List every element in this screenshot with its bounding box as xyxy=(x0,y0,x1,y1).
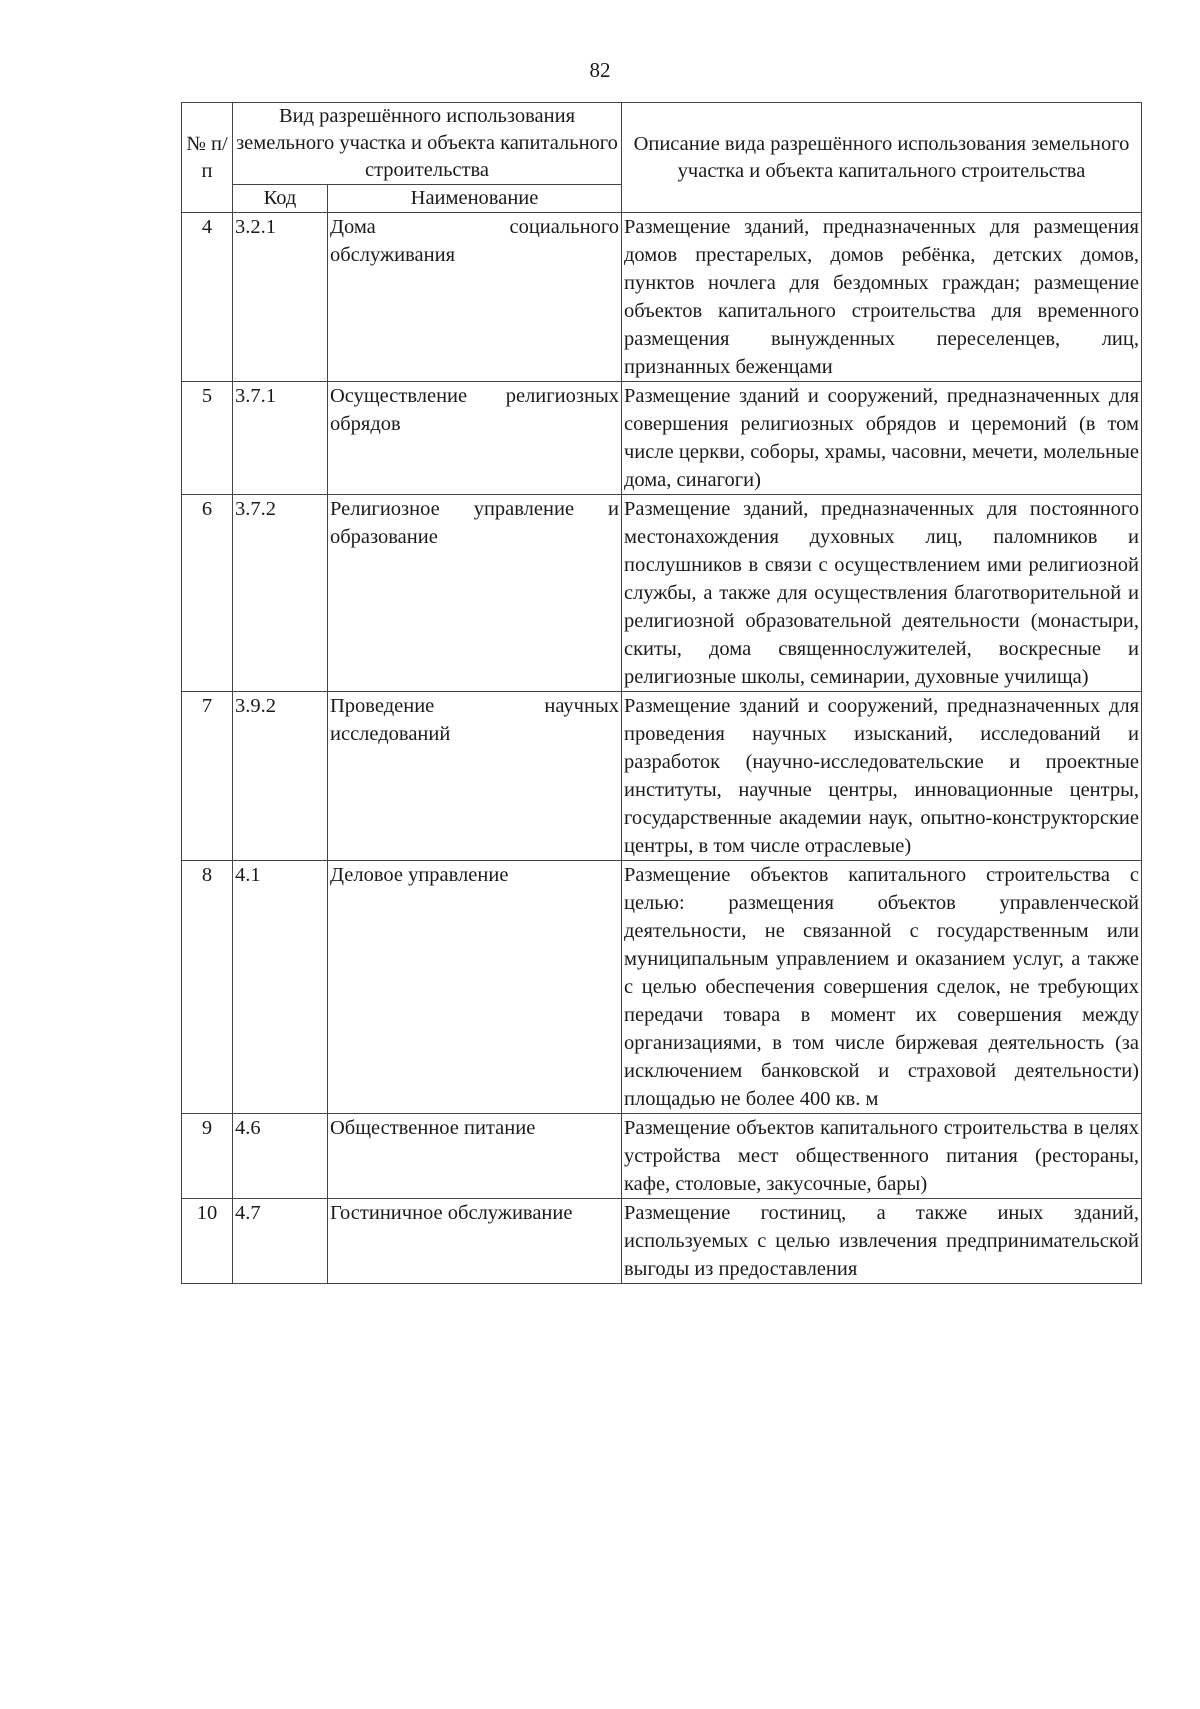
row-code: 4.1 xyxy=(233,861,328,1114)
row-number: 9 xyxy=(182,1114,233,1199)
row-name: Дома социального обслуживания xyxy=(328,213,622,382)
row-description: Размещение зданий и сооружений, предназначенных для проведения научных изысканий, исследований и разработок (научно-исследовательские и проектные институты, научные центры, инновационные центры, государственные академии наук, опытно-конструкторские центры, в том числе отраслевые) xyxy=(622,692,1142,861)
row-name: Осуществление религиозных обрядов xyxy=(328,382,622,495)
table-row xyxy=(182,213,1142,382)
header-name: Наименование xyxy=(328,185,622,213)
row-number: 6 xyxy=(182,495,233,692)
row-number: 8 xyxy=(182,861,233,1114)
table-row xyxy=(182,692,1142,861)
row-name: Общественное питание xyxy=(328,1114,622,1199)
row-name: Деловое управление xyxy=(328,861,622,1114)
row-name: Гостиничное обслуживание xyxy=(328,1199,622,1284)
row-code: 3.2.1 xyxy=(233,213,328,382)
row-description: Размещение зданий и сооружений, предназначенных для совершения религиозных обрядов и церемоний (в том числе церкви, соборы, храмы, часовни, мечети, молельные дома, синагоги) xyxy=(622,382,1142,495)
row-description: Размещение гостиниц, а также иных зданий, используемых с целью извлечения предпринимательской выгоды из предоставления xyxy=(622,1199,1142,1284)
table-row xyxy=(182,861,1142,1114)
row-code: 3.7.2 xyxy=(233,495,328,692)
table-row xyxy=(182,382,1142,495)
table-row xyxy=(182,1199,1142,1284)
row-number: 10 xyxy=(182,1199,233,1284)
row-code: 4.7 xyxy=(233,1199,328,1284)
row-description: Размещение объектов капитального строительства в целях устройства мест общественного питания (рестораны, кафе, столовые, закусочные, бары) xyxy=(622,1114,1142,1199)
row-description: Размещение объектов капитального строительства с целью: размещения объектов управленческой деятельности, не связанной с государственным или муниципальным управлением и оказанием услуг, а также с целью обеспечения совершения сделок, не требующих передачи товара в момент их совершения между организациями, в том числе биржевая деятельность (за исключением банковской и страховой деятельности) площадью не более 400 кв. м xyxy=(622,861,1142,1114)
header-type-group: Вид разрешённого использования земельного участка и объекта капитального строительства xyxy=(233,103,622,185)
row-number: 4 xyxy=(182,213,233,382)
row-description: Размещение зданий, предназначенных для постоянного местонахождения духовных лиц, паломников и послушников в связи с осуществлением ими религиозной службы, а также для осуществления благотворительной и религиозной образовательной деятельности (монастыри, скиты, дома священнослужителей, воскресные и религиозные школы, семинарии, духовные училища) xyxy=(622,495,1142,692)
header-code: Код xyxy=(233,185,328,213)
table-row xyxy=(182,1114,1142,1199)
row-code: 3.9.2 xyxy=(233,692,328,861)
row-number: 7 xyxy=(182,692,233,861)
header-num: № п/п xyxy=(182,103,233,213)
page-number: 82 xyxy=(589,58,611,82)
table-row xyxy=(182,495,1142,692)
row-code: 4.6 xyxy=(233,1114,328,1199)
row-code: 3.7.1 xyxy=(233,382,328,495)
header-description: Описание вида разрешённого использования земельного участка и объекта капитального строительства xyxy=(622,103,1142,213)
row-description: Размещение зданий, предназначенных для размещения домов престарелых, домов ребёнка, детских домов, пунктов ночлега для бездомных граждан; размещение объектов капитального строительства для временного размещения вынужденных переселенцев, лиц, признанных беженцами xyxy=(622,213,1142,382)
row-number: 5 xyxy=(182,382,233,495)
row-name: Религиозное управление и образование xyxy=(328,495,622,692)
row-name: Проведение научных исследований xyxy=(328,692,622,861)
land-use-table xyxy=(181,102,1142,1284)
